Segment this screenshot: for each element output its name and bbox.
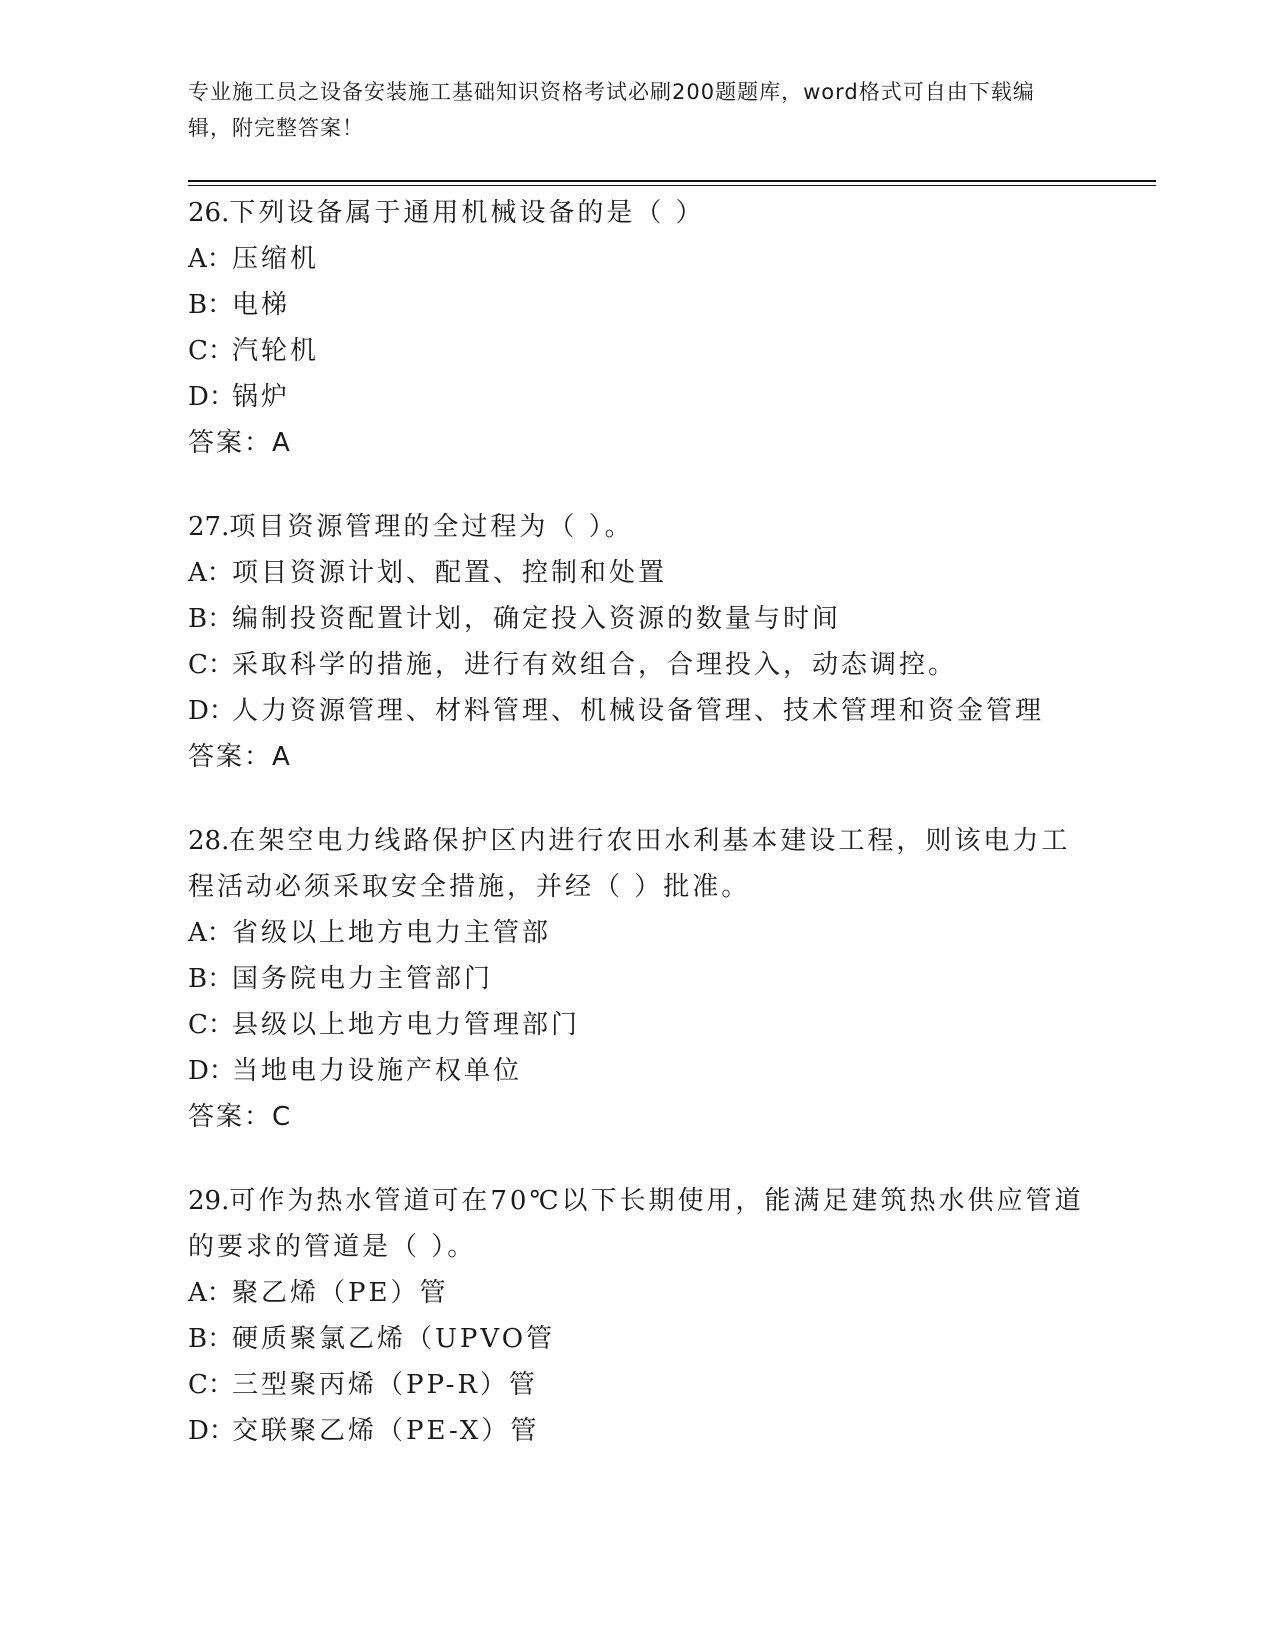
question-28 — [188, 818, 1088, 1140]
option-d — [188, 1048, 1088, 1094]
option-text: 国务院电力主管部门 — [232, 964, 494, 994]
header-divider-thick — [188, 180, 1156, 182]
option-key: A： — [188, 1278, 233, 1308]
answer-line: 答案：C — [188, 1102, 293, 1132]
option-text: 交联聚乙烯（PE-X）管 — [232, 1416, 540, 1446]
question-number: 28. — [188, 826, 230, 856]
option-d — [188, 1408, 1088, 1454]
option-c — [188, 1362, 1088, 1408]
question-26 — [188, 190, 1088, 466]
option-key: B： — [188, 964, 234, 994]
option-key: A： — [188, 918, 233, 948]
question-text: 项目资源管理的全过程为（ ）。 — [229, 512, 634, 542]
option-key: D： — [188, 382, 235, 412]
option-text: 锅炉 — [232, 382, 291, 412]
option-text: 采取科学的措施，进行有效组合，合理投入，动态调控。 — [232, 650, 958, 680]
option-text: 压缩机 — [232, 244, 320, 274]
option-a — [188, 236, 1088, 282]
option-text: 硬质聚氯乙烯（UPVO管 — [232, 1324, 556, 1354]
option-text: 汽轮机 — [232, 336, 320, 366]
option-key: B： — [188, 1324, 234, 1354]
question-stem — [188, 190, 1088, 236]
option-key: D： — [188, 1056, 235, 1086]
option-text: 省级以上地方电力主管部 — [232, 918, 552, 948]
option-key: C： — [188, 1370, 234, 1400]
question-text: 可作为热水管道可在70℃以下长期使用，能满足建筑热水供应管道的要求的管道是（ ）。 — [188, 1186, 1084, 1262]
option-b — [188, 596, 1088, 642]
question-number: 26. — [188, 198, 230, 228]
option-b — [188, 1316, 1088, 1362]
document-header: 专业施工员之设备安装施工基础知识资格考试必刷200题题库，word格式可自由下载编辑，附完整答案！ — [188, 80, 1035, 140]
option-b — [188, 956, 1088, 1002]
question-text: 在架空电力线路保护区内进行农田水利基本建设工程，则该电力工程活动必须采取安全措施，并经（ ）批准。 — [188, 826, 1071, 902]
option-key: A： — [188, 558, 233, 588]
option-text: 三型聚丙烯（PP-R）管 — [232, 1370, 538, 1400]
header-divider-thin — [188, 185, 1156, 186]
question-stem — [188, 504, 1088, 550]
question-stem — [188, 818, 1088, 910]
question-text: 下列设备属于通用机械设备的是（ ） — [229, 198, 705, 228]
option-a — [188, 1270, 1088, 1316]
option-c — [188, 328, 1088, 374]
option-key: B： — [188, 604, 234, 634]
option-text: 聚乙烯（PE）管 — [232, 1278, 449, 1308]
option-text: 编制投资配置计划，确定投入资源的数量与时间 — [232, 604, 842, 634]
question-number: 27. — [188, 512, 230, 542]
answer-line: 答案：A — [188, 428, 292, 458]
answer-line: 答案：A — [188, 742, 292, 772]
option-c — [188, 1002, 1088, 1048]
option-text: 县级以上地方电力管理部门 — [232, 1010, 581, 1040]
question-list — [188, 190, 1088, 1492]
option-d — [188, 688, 1088, 734]
option-d — [188, 374, 1088, 420]
option-b — [188, 282, 1088, 328]
option-key: C： — [188, 336, 234, 366]
question-29 — [188, 1178, 1088, 1454]
option-key: D： — [188, 1416, 235, 1446]
option-key: B： — [188, 290, 234, 320]
option-text: 电梯 — [232, 290, 291, 320]
question-number: 29. — [188, 1186, 230, 1216]
option-text: 人力资源管理、材料管理、机械设备管理、技术管理和资金管理 — [232, 696, 1045, 726]
option-text: 当地电力设施产权单位 — [232, 1056, 523, 1086]
option-a — [188, 910, 1088, 956]
question-stem — [188, 1178, 1088, 1270]
option-a — [188, 550, 1088, 596]
option-text: 项目资源计划、配置、控制和处置 — [232, 558, 668, 588]
question-27 — [188, 504, 1088, 780]
option-key: D： — [188, 696, 235, 726]
option-c — [188, 642, 1088, 688]
option-key: A： — [188, 244, 233, 274]
option-key: C： — [188, 650, 234, 680]
option-key: C： — [188, 1010, 234, 1040]
